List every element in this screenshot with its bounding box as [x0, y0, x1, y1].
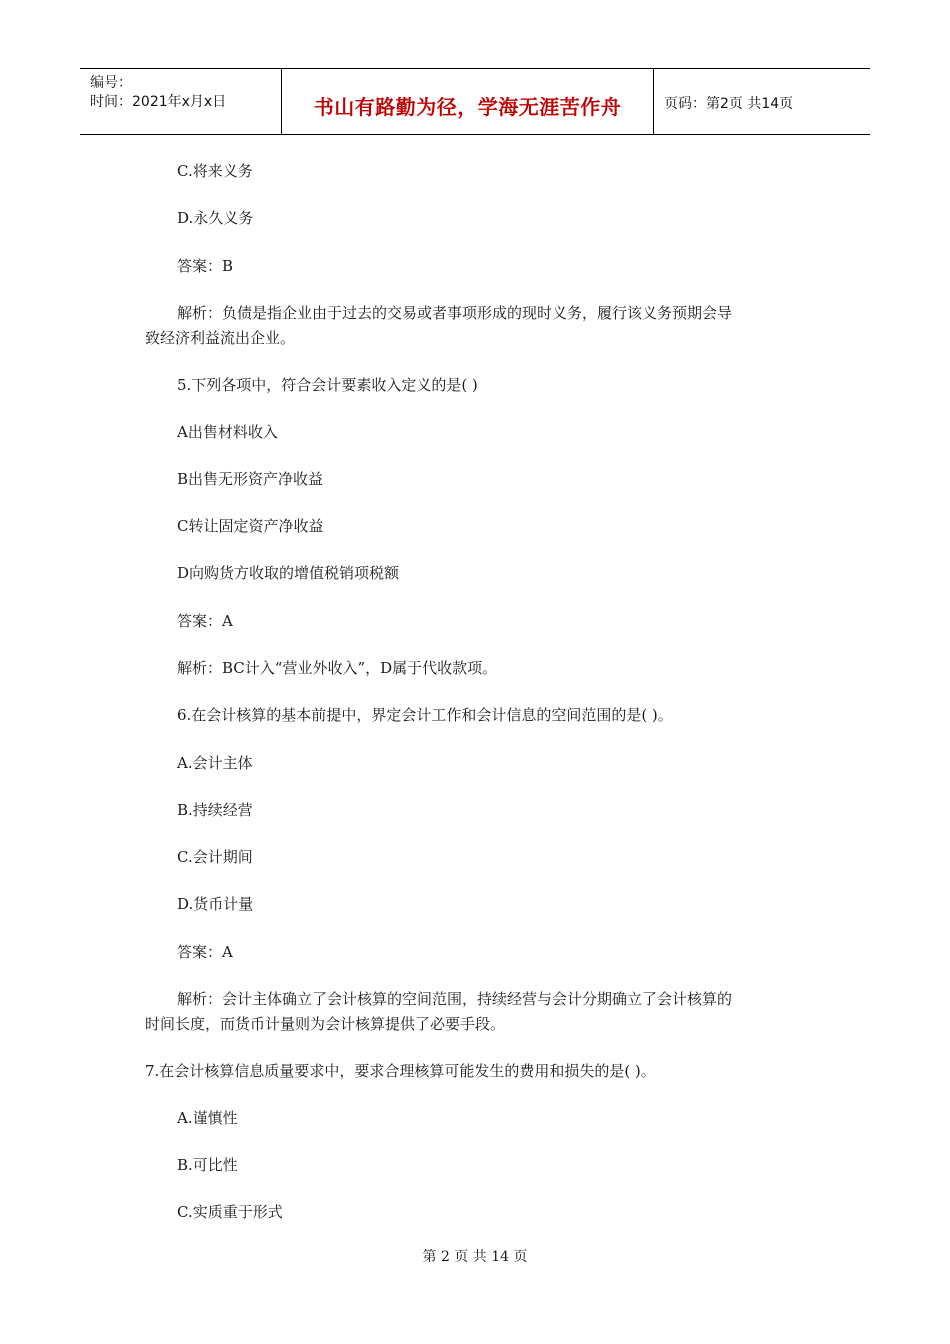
explanation-continuation: 致经济利益流出企业。	[145, 329, 296, 347]
page-footer: 第 2 页 共 14 页	[422, 1249, 528, 1265]
option-b-line: B出售无形资产净收益	[177, 470, 324, 488]
option-c-line: C.将来义务	[177, 162, 253, 180]
option-d-line: D.货币计量	[177, 895, 254, 913]
option-a-line: A出售材料收入	[177, 423, 278, 441]
answer-line: 答案：A	[177, 612, 233, 630]
explanation-continuation: 时间长度，而货币计量则为会计核算提供了必要手段。	[145, 1015, 506, 1033]
page-header	[80, 68, 870, 135]
explanation-line: 解析：BC计入“营业外收入”，D属于代收款项。	[177, 659, 498, 677]
header-meta-cell	[80, 69, 282, 134]
question-5: 5.下列各项中，符合会计要素收入定义的是( )	[177, 376, 478, 394]
option-d-line: D向购货方收取的增值税销项税额	[177, 564, 400, 582]
question-7: 7.在会计核算信息质量要求中，要求合理核算可能发生的费用和损失的是( )。	[145, 1062, 656, 1080]
document-date-label: 时间：2021年x月x日	[90, 94, 227, 110]
answer-line: 答案：A	[177, 943, 233, 961]
option-b-line: B.持续经营	[177, 801, 253, 819]
answer-line: 答案：B	[177, 257, 234, 275]
header-motto: 书山有路勤为径，学海无涯苦作舟	[313, 95, 622, 119]
explanation-line: 解析：会计主体确立了会计核算的空间范围，持续经营与会计分期确立了会计核算的	[177, 990, 733, 1008]
question-6: 6.在会计核算的基本前提中，界定会计工作和会计信息的空间范围的是( )。	[177, 706, 673, 724]
option-a-line: A.谨慎性	[177, 1109, 238, 1127]
option-b-line: B.可比性	[177, 1156, 238, 1174]
explanation-line: 解析：负债是指企业由于过去的交易或者事项形成的现时义务，履行该义务预期会导	[177, 304, 733, 322]
header-page-info: 页码：第2页 共14页	[664, 96, 794, 112]
option-a-line: A.会计主体	[177, 754, 253, 772]
header-motto-cell	[282, 69, 654, 134]
option-c-line: C.实质重于形式	[177, 1203, 283, 1221]
option-d-line: D.永久义务	[177, 209, 254, 227]
header-page-cell	[654, 69, 870, 134]
option-c-line: C转让固定资产净收益	[177, 517, 324, 535]
option-c-line: C.会计期间	[177, 848, 253, 866]
document-number-label: 编号：	[90, 75, 132, 91]
